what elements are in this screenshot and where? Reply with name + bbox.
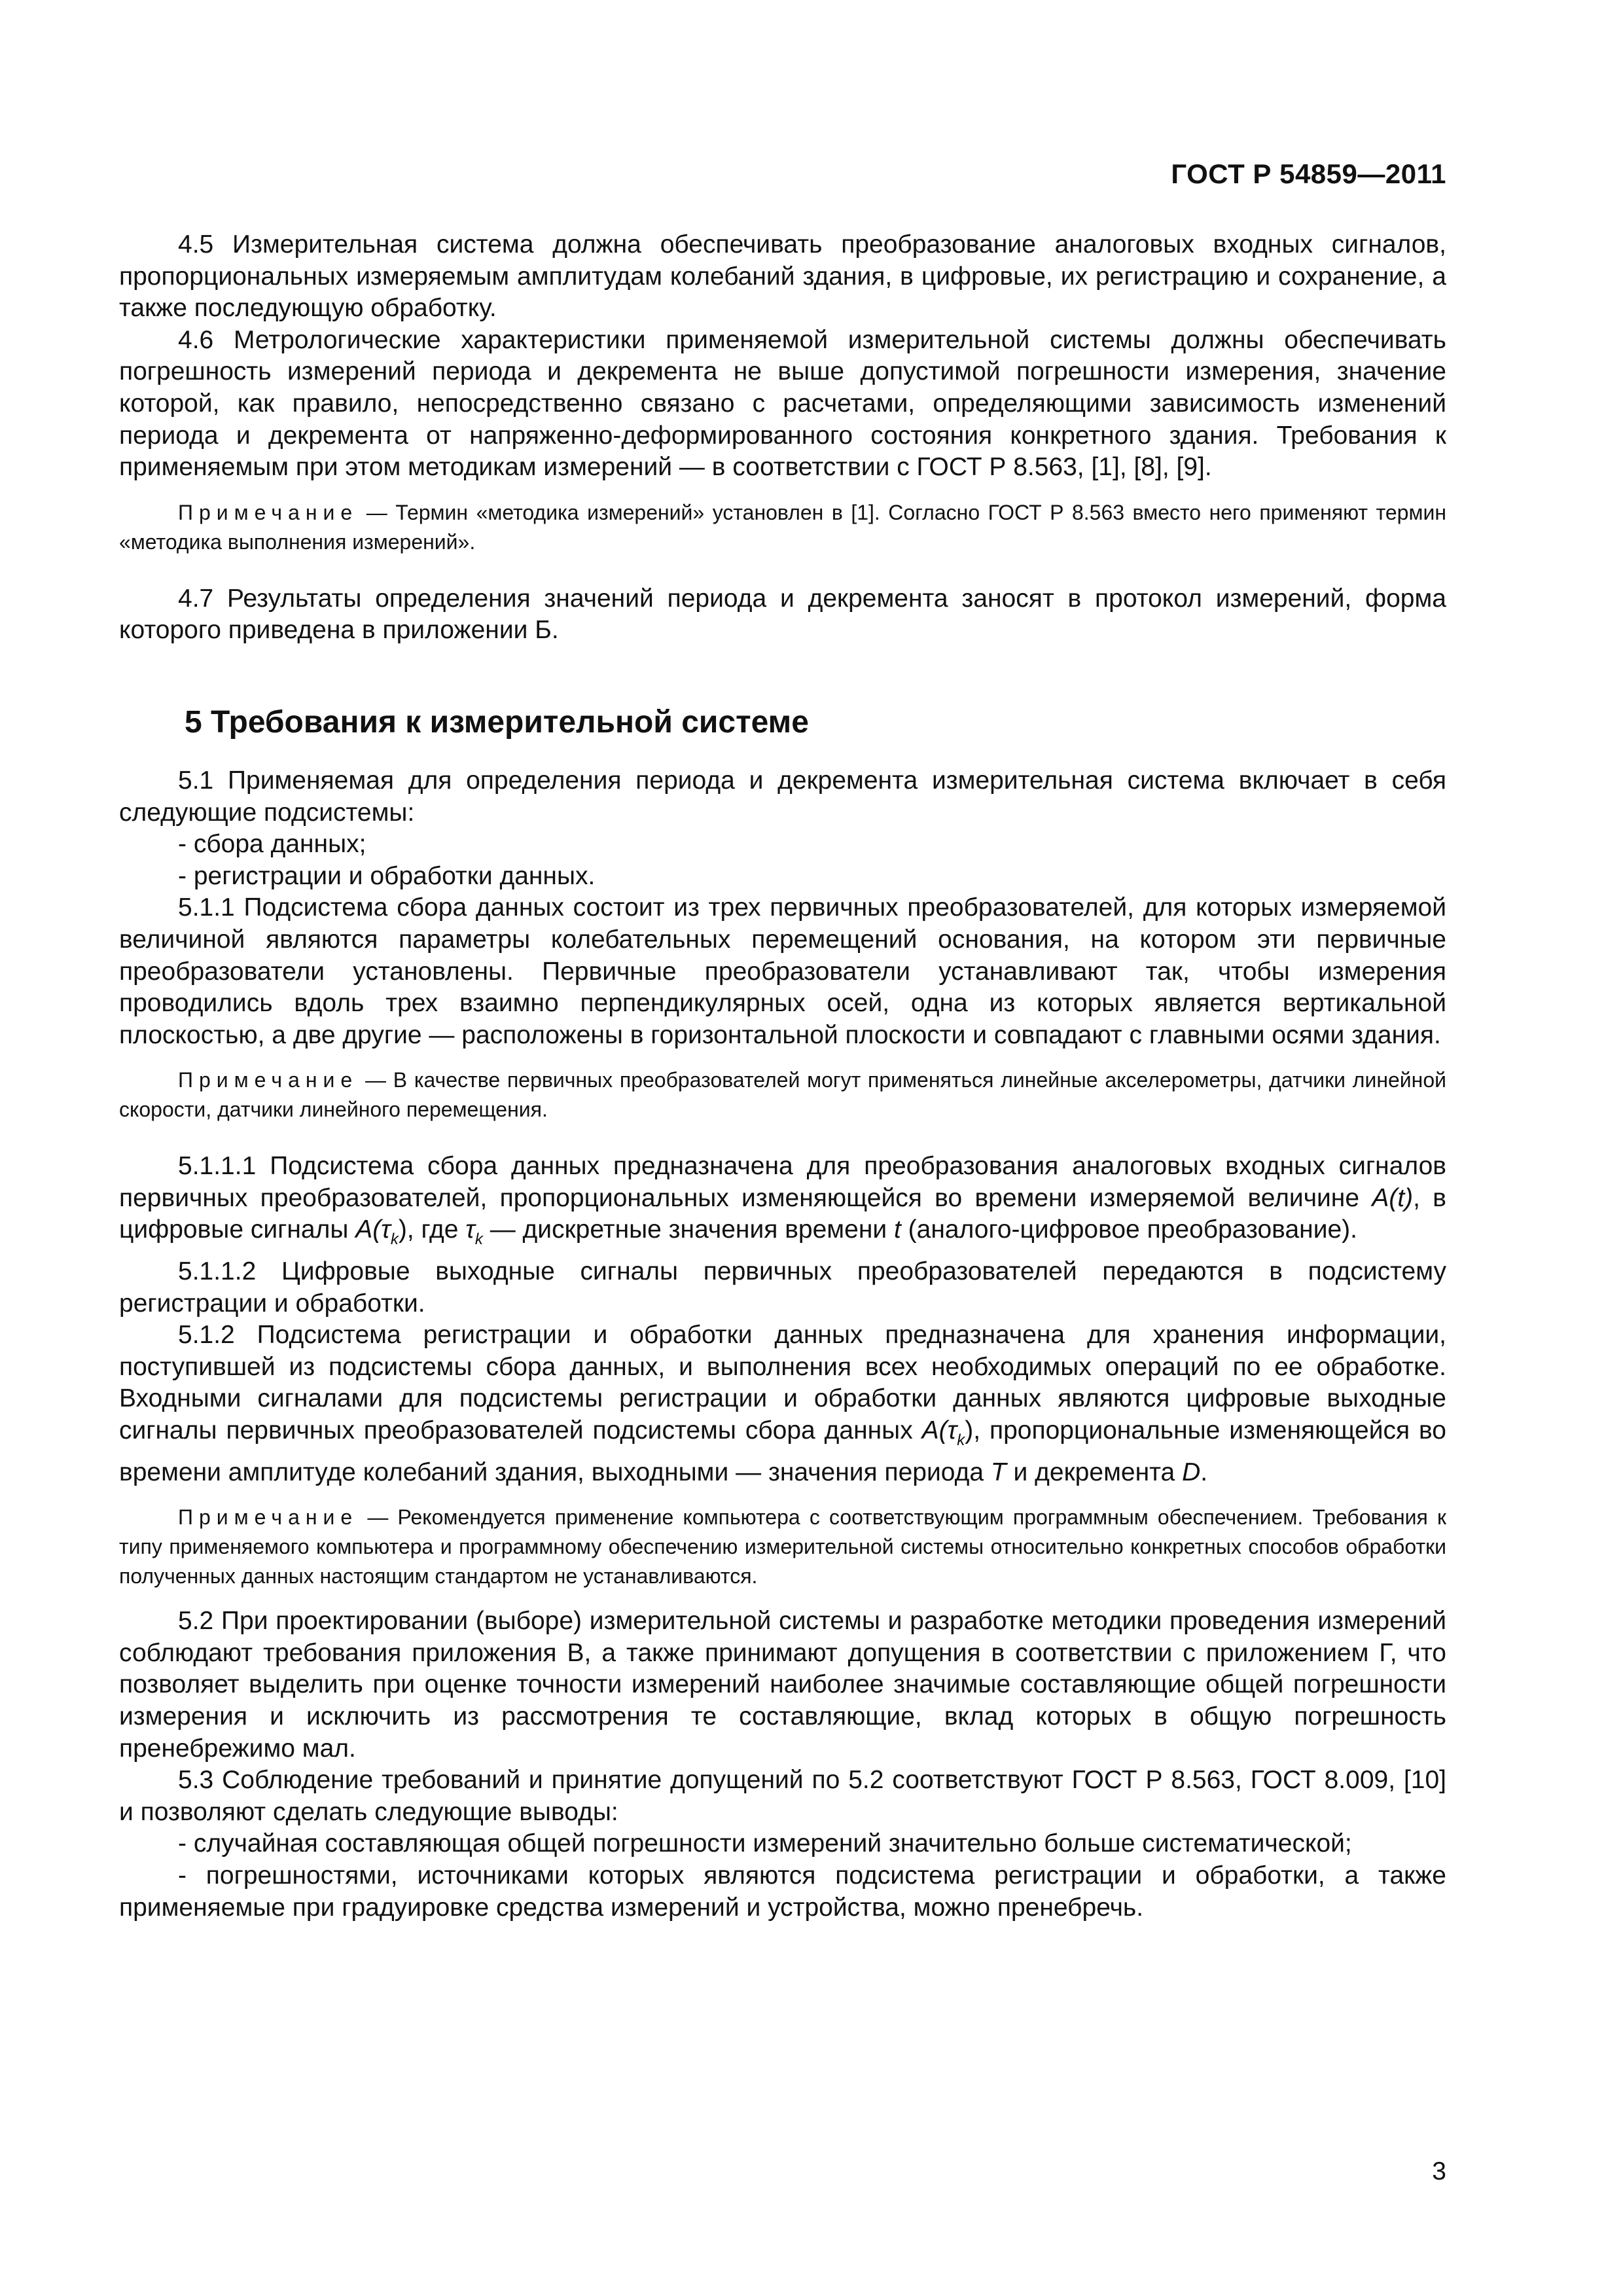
note-1-text: — Термин «методика измерений» установлен в [1]. Согласно ГОСТ Р 8.563 вместо него применяют термин «методика выполнения измерений».: [119, 500, 1446, 554]
list-item: - сбора данных;: [178, 830, 366, 859]
note-1: [119, 498, 1446, 557]
paragraph-5-3: 5.3 Соблюдение требований и принятие допущений по 5.2 соответствуют ГОСТ Р 8.563, ГОСТ 8.009, [10] и позволяют сделать следующие выводы:: [119, 1766, 1446, 1826]
note-label: Примечание: [178, 500, 359, 524]
note-2: [119, 1066, 1446, 1124]
note-label: Примечание: [178, 1505, 359, 1530]
list-item: - регистрации и обработки данных.: [178, 861, 596, 890]
paragraph-4-6: 4.6 Метрологические характеристики применяемой измерительной системы должны обеспечивать погрешность измерений периода и декремента не выше допустимой погрешности измерения, значение которой, как правило, непосредственно связано с расчетами, определяющими зависимость изменений периода и декремента от напряженно-деформированного состояния конкретного здания. Требования к применяемым при этом методикам измерений — в соответствии с ГОСТ Р 8.563, [1], [8], [9].: [119, 325, 1446, 482]
page-content: [119, 229, 1446, 1924]
paragraph-5-1: 5.1 Применяемая для определения периода и декремента измерительная система включает в себя следующие подсистемы:: [119, 766, 1446, 827]
paragraph-5-1-1-2: 5.1.1.2 Цифровые выходные сигналы первичных преобразователей передаются в подсистему регистрации и обработки.: [119, 1257, 1446, 1318]
note-label: Примечание: [178, 1068, 359, 1092]
paragraph-4-5: 4.5 Измерительная система должна обеспечивать преобразование аналоговых входных сигналов, пропорциональных измеряемым амплитудам колебаний здания, в цифровые, их регистрацию и сохранение, а также последующую обработку.: [119, 230, 1446, 323]
note-2-text: — В качестве первичных преобразователей могут применяться линейные акселерометры, датчики линейной скорости, датчики линейного перемещения.: [119, 1068, 1446, 1122]
section-5-title: 5 Требования к измерительной системе: [185, 704, 809, 740]
note-3: [119, 1503, 1446, 1591]
paragraph-5-1-2: 5.1.2 Подсистема регистрации и обработки данных предназначена для хранения информации, поступившей из подсистемы сбора данных, и выполнения всех необходимых операций по ее обработке. Входными сигналами для подсистемы регистрации и обработки данных являются цифровые выходные сигналы первичных преобразователей подсистемы сбора данных $A(\tau_k)$, пропорциональные изменяющейся во времени амплитуде колебаний здания, выходными — значения периода T и декремента D.: [119, 1321, 1446, 1486]
paragraph-5-2: 5.2 При проектировании (выборе) измерительной системы и разработке методики проведения измерений соблюдают требования приложения В, а также принимают допущения в соответствии с приложением Г, что позволяет выделить при оценке точности измерений наиболее значимые составляющие общей погрешности измерения и исключить из рассмотрения те составляющие, вклад которых в общую погрешность пренебрежимо мал.: [119, 1607, 1446, 1763]
paragraph-5-1-1: 5.1.1 Подсистема сбора данных состоит из трех первичных преобразователей, для которых измеряемой величиной являются параметры колебательных перемещений основания, на котором эти первичные преобразователи установлены. Первичные преобразователи устанавливают так, чтобы измерения проводились вдоль трех взаимно перпендикулярных осей, одна из которых является вертикальной плоскостью, а две другие — расположены в горизонтальной плоскости и совпадают с главными осями здания.: [119, 893, 1446, 1049]
list-item: - погрешностями, источниками которых являются подсистема регистрации и обработки, а также применяемые при градуировке средства измерений и устройства, можно пренебречь.: [119, 1861, 1446, 1922]
note-3-text: — Рекомендуется применение компьютера с соответствующим программным обеспечением. Требования к типу применяемого компьютера и программному обеспечению измерительной системы относительно конкретных способов обработки полученных данных настоящим стандартом не устанавливаются.: [119, 1505, 1446, 1588]
paragraph-5-1-1-1: 5.1.1.1 Подсистема сбора данных предназначена для преобразования аналоговых входных сигналов первичных преобразователей, пропорциональных изменяющейся во времени измеряемой величине A(t), в цифровые сигналы $A(\tau_k)$, где $\tau_k$ — дискретные значения времени t (аналого-цифровое преобразование).: [119, 1152, 1447, 1249]
document-code: ГОСТ Р 54859—2011: [1171, 158, 1446, 189]
list-item: - случайная составляющая общей погрешности измерений значительно больше систематической;: [178, 1829, 1352, 1858]
page-number: 3: [1432, 2157, 1446, 2185]
paragraph-4-7: 4.7 Результаты определения значений периода и декремента заносят в протокол измерений, форма которого приведена в приложении Б.: [119, 584, 1446, 645]
